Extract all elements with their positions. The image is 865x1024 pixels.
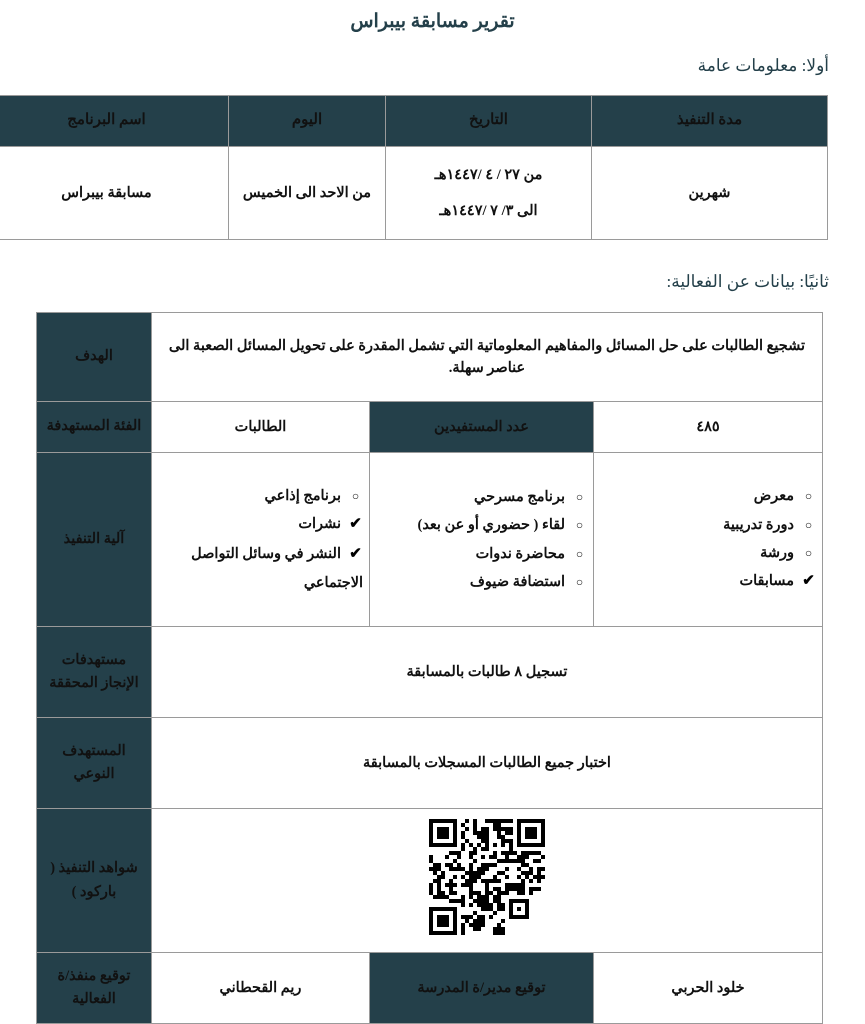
table-row-target-group	[36, 402, 822, 453]
checkbox-checked-icon[interactable]: ✔	[349, 516, 362, 533]
column-header-date: التاريخ	[386, 96, 592, 147]
option-item[interactable]	[158, 482, 363, 510]
row-label-achieved-targets: مستهدفات الإنجاز المحققة	[36, 627, 151, 718]
table-header-row	[0, 96, 828, 147]
table-row-qualitative-target	[36, 718, 822, 809]
cell-executor-name: ريم القحطاني	[151, 953, 369, 1024]
cell-date	[386, 147, 592, 240]
section-heading-activity-data: ثانيًا: بيانات عن الفعالية:	[666, 272, 829, 291]
cell-mechanism-column-2	[370, 453, 594, 627]
checkbox-unchecked-icon[interactable]: ○	[804, 546, 813, 560]
option-label: برنامج إذاعي	[264, 487, 341, 504]
option-item[interactable]	[600, 567, 816, 596]
cell-goal-text: تشجيع الطالبات على حل المسائل والمفاهيم المعلوماتية التي تشمل المقدرة على تحويل المسائل الصعبة الى عناصر سهلة.	[151, 313, 822, 402]
option-label: نشرات	[298, 516, 341, 533]
option-item[interactable]	[600, 482, 816, 510]
table-row-goal	[36, 313, 822, 402]
option-label: استضافة ضيوف	[469, 573, 565, 590]
option-item[interactable]	[600, 539, 816, 567]
checkbox-unchecked-icon[interactable]: ○	[575, 546, 584, 561]
checkbox-checked-icon[interactable]: ✔	[349, 545, 362, 562]
qr-code-icon	[429, 819, 545, 935]
option-label: ورشة	[760, 545, 794, 561]
checkbox-unchecked-icon[interactable]: ○	[804, 489, 813, 504]
column-header-program-name: اسم البرنامج	[0, 96, 229, 147]
table-row-evidence	[36, 809, 822, 953]
row-label-target-group: الفئة المستهدفة	[36, 402, 151, 453]
date-to: الى ٣/ ٧ /١٤٤٧هـ	[439, 203, 538, 219]
cell-qr-code	[151, 809, 822, 953]
cell-principal-signature-label: توقيع مدير/ة المدرسة	[370, 953, 594, 1024]
option-label: محاضرة ندوات	[475, 545, 565, 562]
cell-program-name: مسابقة بيبراس	[0, 147, 229, 240]
table-row-mechanism	[36, 453, 822, 627]
checkbox-unchecked-icon[interactable]: ○	[351, 488, 360, 503]
section-heading-general-info: أولا: معلومات عامة	[697, 56, 829, 75]
row-label-qualitative-target: المستهدف النوعي	[36, 718, 151, 809]
option-item[interactable]	[376, 511, 587, 539]
option-list-1	[158, 482, 363, 597]
cell-mechanism-column-3	[594, 453, 823, 627]
row-label-mechanism: آلية التنفيذ	[36, 453, 151, 627]
column-header-day: اليوم	[229, 96, 386, 147]
column-header-duration: مدة التنفيذ	[592, 96, 828, 147]
row-label-executor-signature: توقيع منفذ/ة الفعالية	[36, 953, 151, 1024]
checkbox-checked-icon[interactable]: ✔	[802, 573, 815, 590]
option-list-2	[376, 483, 587, 596]
general-info-table	[0, 95, 828, 240]
option-item[interactable]	[158, 510, 363, 539]
option-label: النشر في وسائل التواصل الاجتماعي	[191, 545, 363, 591]
checkbox-unchecked-icon[interactable]: ○	[575, 489, 584, 504]
table-row-signatures	[36, 953, 822, 1024]
option-item[interactable]	[376, 540, 587, 568]
option-label: دورة تدريبية	[723, 516, 794, 533]
checkbox-unchecked-icon[interactable]: ○	[575, 518, 584, 533]
cell-day: من الاحد الى الخميس	[229, 147, 386, 240]
cell-beneficiaries-label: عدد المستفيدين	[370, 402, 594, 453]
checkbox-unchecked-icon[interactable]: ○	[804, 517, 813, 532]
page-title: تقرير مسابقة بيبراس	[350, 11, 515, 32]
cell-mechanism-column-1	[151, 453, 369, 627]
cell-principal-name: خلود الحربي	[594, 953, 823, 1024]
cell-beneficiaries-count: ٤٨٥	[594, 402, 823, 453]
option-item[interactable]	[158, 540, 363, 598]
cell-achieved-targets: تسجيل ٨ طالبات بالمسابقة	[151, 627, 822, 718]
cell-duration: شهرين	[592, 147, 828, 240]
row-label-goal: الهدف	[36, 313, 151, 402]
option-item[interactable]	[376, 483, 587, 511]
option-label: برنامج مسرحي	[474, 488, 565, 505]
table-row-achieved-targets	[36, 627, 822, 718]
option-label: معرض	[753, 488, 794, 505]
cell-qualitative-target: اختبار جميع الطالبات المسجلات بالمسابقة	[151, 718, 822, 809]
table-row	[0, 147, 828, 240]
date-from: من ٢٧ / ٤ /١٤٤٧هـ	[434, 166, 543, 183]
option-label: لقاء ( حضوري أو عن بعد)	[417, 517, 565, 534]
row-label-evidence: شواهد التنفيذ ( باركود )	[36, 809, 151, 953]
activity-details-table	[36, 312, 823, 1024]
option-list-3	[600, 482, 816, 596]
checkbox-unchecked-icon[interactable]: ○	[575, 574, 584, 589]
cell-target-category: الطالبات	[151, 402, 369, 453]
option-item[interactable]	[376, 568, 587, 596]
option-label: مسابقات	[739, 573, 794, 590]
option-item[interactable]	[600, 511, 816, 539]
